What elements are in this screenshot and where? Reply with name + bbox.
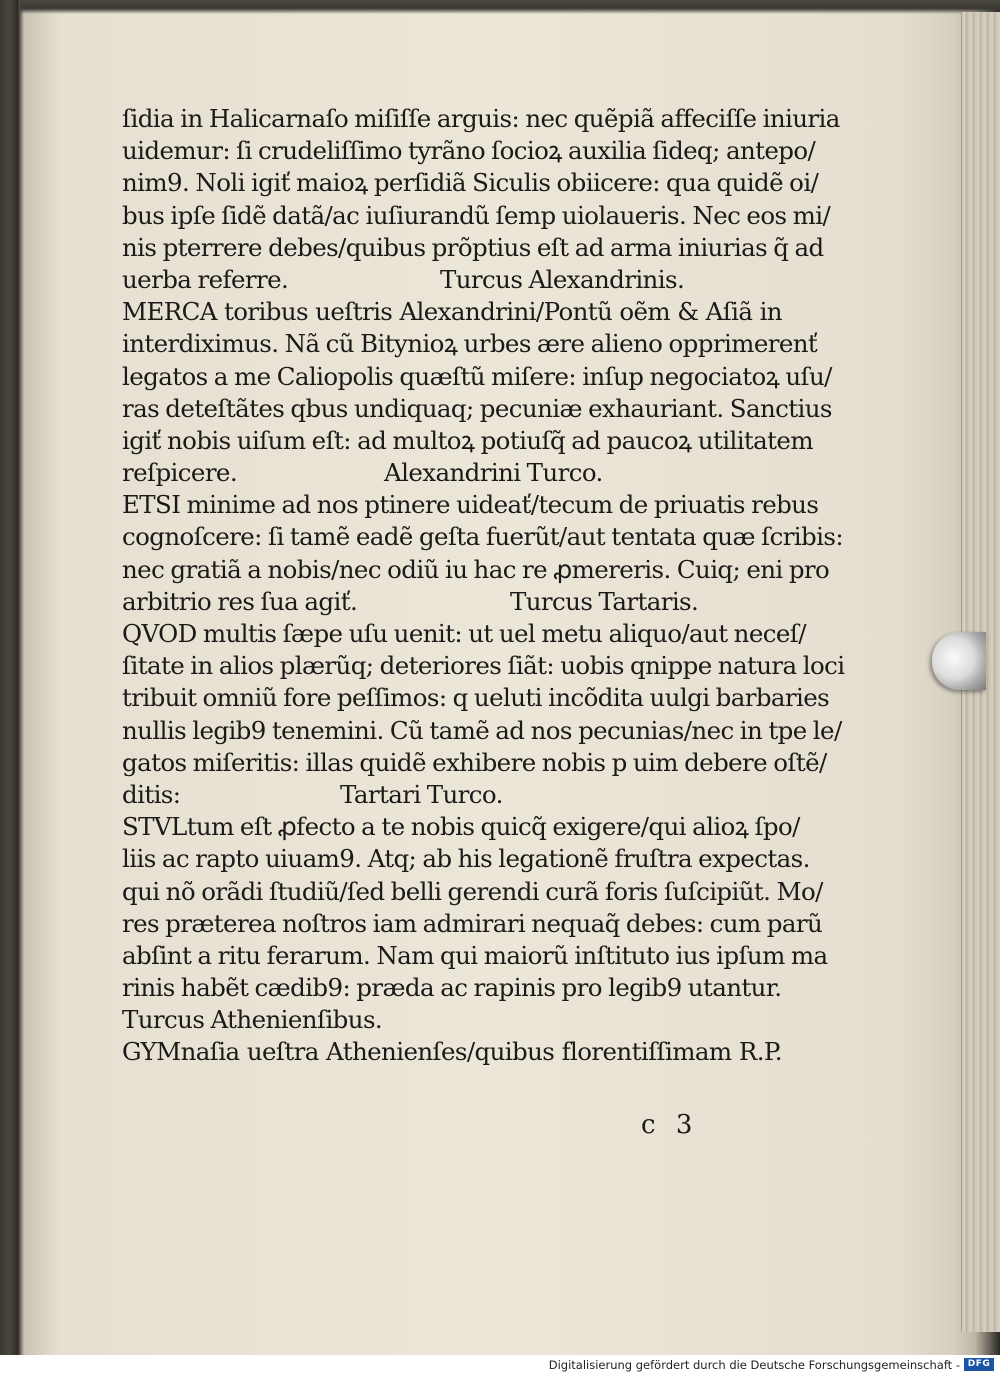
signature-mark: c 3 — [641, 1110, 699, 1140]
text-line-end: reſpicere. — [122, 458, 238, 488]
text-line: ras deteſtãtes qbus undiquaq; pecuniæ exhauriant. Sanctius — [122, 393, 832, 423]
dfg-logo: DFG — [964, 1358, 994, 1371]
text-line — [122, 457, 782, 489]
text-line — [122, 779, 782, 811]
text-line: qui nõ orãdi ſtudiũ/ſed belli gerendi curã foris ſuſcipiũt. Mo/ — [122, 876, 823, 906]
page-top-edge — [20, 0, 1000, 14]
text-line: tribuit omniũ fore peſſimos: q ueluti incõdita uulgi barbaries — [122, 683, 830, 713]
text-line-end: uerba referre. — [122, 264, 289, 294]
letter-heading: Turcus Tartaris. — [510, 586, 699, 616]
letter-heading: Tartari Turco. — [340, 779, 503, 809]
letter-heading: Alexandrini Turco. — [384, 458, 603, 488]
text-line-end: arbitrio res ſua agiť. — [122, 586, 358, 616]
text-line: interdiximus. Nã cũ Bitynioꝝ urbes ære alieno opprimerenť — [122, 329, 818, 359]
footer-credit: Digitalisierung gefördert durch die Deutsche Forschungsgemeinschaft - — [548, 1358, 960, 1372]
text-line: QVOD multis ſæpe uſu uenit: ut uel metu aliquo/aut neceſ/ — [122, 619, 806, 648]
text-line: ſidia in Halicarnaſo miſiſſe arguis: nec quẽpiã affeciſſe iniuria — [122, 104, 840, 133]
text-line: legatos a me Caliopolis quæſtũ miſere: inſup negociatoꝝ uſu/ — [122, 361, 832, 391]
text-block — [122, 103, 845, 1069]
text-line: gatos miſeritis: illas quidẽ exhibere nobis p uim debere oſtẽ/ — [122, 747, 827, 777]
text-line: bus ipſe ſidẽ datã/ac iuſiurandũ ſemp uiolaueris. Nec eos mi/ — [122, 200, 831, 230]
text-line: GYMnaſia ueſtra Athenienſes/quibus florentiſſimam R.P. — [122, 1037, 782, 1067]
text-line: nim9. Noli igiť maioꝝ perſidiã Siculis obiicere: qua quidẽ oi/ — [122, 168, 819, 198]
text-line: nec gratiã a nobis/nec odiũ iu hac re ꝓmereris. Cuiq; eni pro — [122, 554, 830, 584]
page-clip — [932, 632, 986, 690]
text-line: res præterea noſtros iam admirari nequaq̃ debes: cum parũ — [122, 908, 823, 938]
text-line-end: rinis habẽt cædib9: præda ac rapinis pro legib9 utantur. — [122, 973, 782, 1003]
letter-heading: Turcus Alexandrinis. — [440, 264, 685, 294]
text-line: nullis legib9 tenemini. Cũ tamẽ ad nos pecunias/nec in tpe le/ — [122, 715, 842, 745]
footer-bar — [0, 1355, 1000, 1375]
text-line: ETSI minime ad nos ptinere uideať/tecum de priuatis rebus — [122, 490, 819, 520]
text-line — [122, 972, 782, 1004]
text-line: STVLtum eſt ꝓfecto a te nobis quicq̃ exigere/qui alioꝝ ſpo/ — [122, 812, 800, 842]
letter-heading: Turcus Athenienſibus. — [122, 1005, 383, 1035]
text-line: uidemur: ſi crudeliſſimo tyrãno ſocioꝝ auxilia ſideq; antepo/ — [122, 136, 816, 166]
text-line: liis ac rapto uiuam9. Atq; ab his legationẽ fruſtra expectas. — [122, 844, 810, 874]
heading-line — [122, 1004, 782, 1036]
text-line — [122, 264, 782, 296]
text-line: MERCA toribus ueſtris Alexandrini/Pontũ oẽm & Aſiã in — [122, 297, 782, 327]
text-line: abſint a ritu ferarum. Nam qui maiorũ inſtituto ius ipſum ma — [122, 940, 828, 970]
text-line — [122, 586, 782, 618]
text-line: cognoſcere: ſi tamẽ eadẽ geſta fuerũt/aut tentata quæ ſcribis: — [122, 522, 843, 552]
text-line: nis pterrere debes/quibus prõptius eſt ad arma iniurias q̃ ad — [122, 232, 824, 262]
text-line: igiť nobis uiſum eſt: ad multoꝝ potiuſq̃ ad paucoꝝ utilitatem — [122, 425, 813, 455]
text-line: ſitate in alios plærũq; deteriores ſiãt: uobis qnippe natura loci — [122, 651, 845, 681]
text-line-end: ditis: — [122, 779, 181, 809]
